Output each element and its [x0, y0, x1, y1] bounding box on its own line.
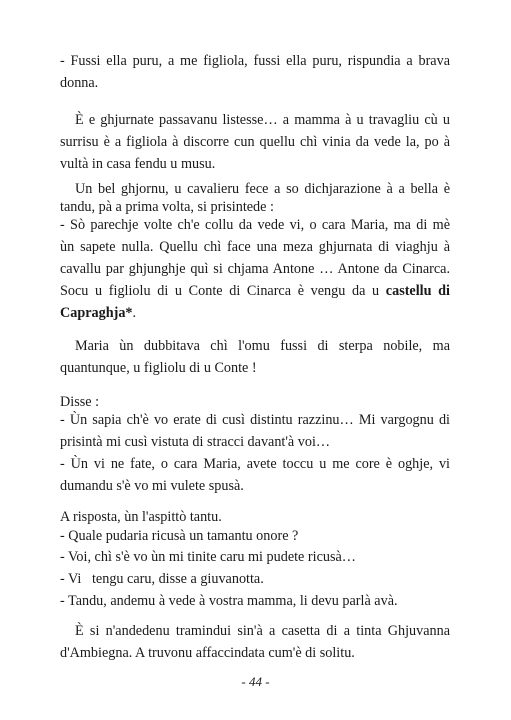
text-segment: Socu u figliolu di u Conte di Cinarca è vengu da u	[60, 283, 380, 299]
text-line	[60, 280, 450, 302]
text-line: È e ghjurnate passavanu listesse… a mamma à u travagliu cù u	[75, 112, 450, 128]
text-line	[60, 302, 136, 324]
text-line: - Fussi ella puru, a me figliola, fussi ella puru, rispundia a brava	[60, 53, 450, 69]
text-line: prisintà mi cusì vistuta di stracci davant'à voi…	[60, 434, 331, 450]
text-line: - Voi, chì s'è vo ùn mi tinite caru mi pudete ricusà…	[60, 549, 356, 565]
text-line: cavallu par ghjunghje quì si chjama Antone … Antone da Cinarca.	[60, 261, 450, 277]
text-line: - Quale pudaria ricusà un tamantu onore ?	[60, 528, 299, 544]
text-line: ùn sapete nulla. Quellu chì face una meza ghjurnata di viaghju à	[60, 239, 450, 255]
bold-place-name: castellu di	[385, 283, 450, 299]
text-line: - Sò parechje volte ch'e collu da vede vi, o cara Maria, ma di mè	[60, 217, 450, 233]
text-line: quantunque, u figliolu di u Conte !	[60, 360, 257, 376]
text-line: È si n'andedenu tramindui sin'à a casetta di a tinta Ghjuvanna	[75, 623, 450, 639]
text-line: dumandu s'è vo mi vulete spusà.	[60, 478, 244, 494]
bold-place-name: Capraghja*	[60, 305, 133, 321]
text-line: - Vi tengu caru, disse a giuvanotta.	[60, 571, 264, 587]
text-line: surrisu è a figliola à discorre cun quellu chì vinia da vede la, po à	[60, 134, 450, 150]
text-line: Maria ùn dubbitava chì l'omu fussi di sterpa nobile, ma	[75, 338, 450, 354]
text-line: - Ùn sapia ch'è vo erate di cusì distintu razzinu… Mi vargognu di	[60, 412, 450, 428]
text-line: A risposta, ùn l'aspittò tantu.	[60, 509, 222, 525]
text-line: Disse :	[60, 394, 100, 410]
text-line: vultà in casa fendu u musu.	[60, 156, 216, 172]
text-line: d'Ambiegna. A truvonu affaccindata cum'è di solitu.	[60, 645, 355, 661]
page-number: - 44 -	[241, 674, 270, 689]
text-line: - Tandu, andemu à vede à vostra mamma, li devu parlà avà.	[60, 593, 398, 609]
text-line: donna.	[60, 75, 99, 91]
text-line: Un bel ghjornu, u cavalieru fece a so dichjarazione à a bella è	[75, 181, 450, 197]
text-line: - Ùn vi ne fate, o cara Maria, avete toccu u me core è oghje, vi	[60, 456, 450, 472]
text-line: tandu, pà a prima volta, si prisintede :	[60, 199, 274, 215]
text-segment: .	[132, 305, 137, 321]
